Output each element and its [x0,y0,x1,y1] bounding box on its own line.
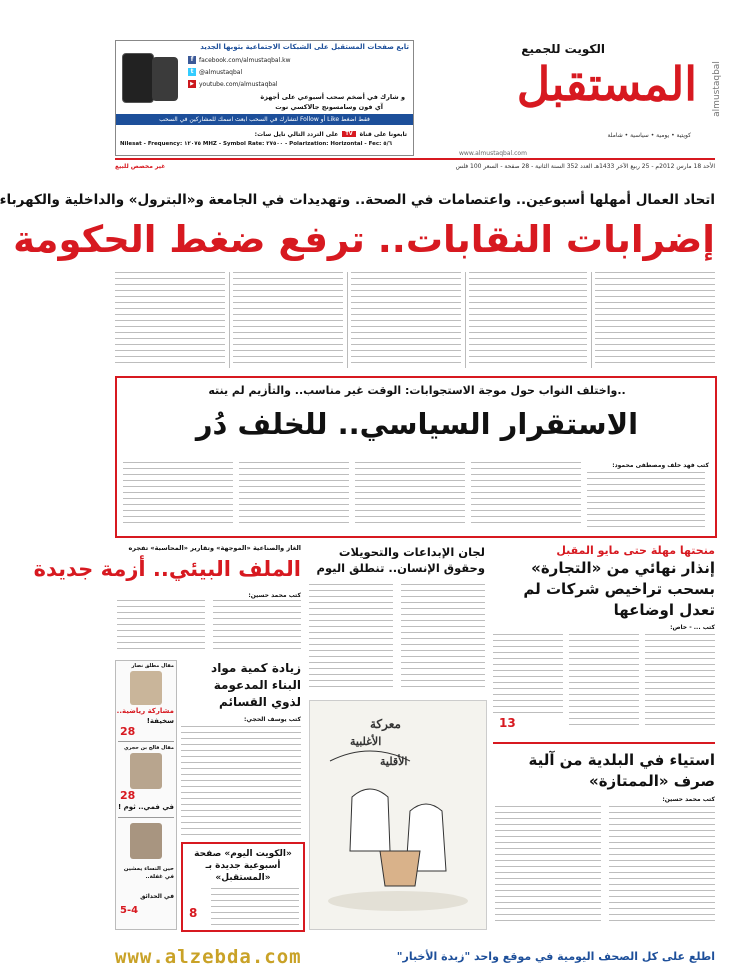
middle-article [309,544,485,698]
right-body-3 [493,634,563,714]
footer-site[interactable]: www.alzebda.com [115,946,302,968]
municipal-body-2 [495,806,601,926]
sidebar-item-2-title[interactable]: في فمي.. ثوم ! [118,803,174,811]
cartoon-figures [310,701,486,929]
sidebar-item-2-page: 28 [120,789,136,802]
avatar-2 [130,753,162,789]
tv-label: تابعونا على قناة [359,130,407,138]
cartoon [309,700,487,930]
municipal-headline: استياء في البلدية من آلية صرف «الممتازة» [528,751,715,790]
twitter-row[interactable] [188,67,338,77]
middle-body-1 [401,584,485,690]
tv-logo: TV [342,131,355,137]
promo-note-2: آي فون وسامسونج جالاكسي نوت [275,103,383,111]
right-article [493,544,715,734]
sidebar-item-3-sub[interactable]: في الحدائق [140,893,174,900]
main-body-col-1 [115,272,225,368]
footer [99,940,731,977]
main-body-col-3 [351,272,461,368]
left-byline: كتب محمد حسين: [248,592,301,599]
middle-body-2 [309,584,393,690]
right-body-1 [645,634,715,730]
facebook-row[interactable] [188,55,338,65]
dateline: الأحد 18 مارس 2012م - 25 ربيع الآخر 1433هـ العدد 352 السنة الثانية - 28 صفحة - السعر 100 فلس [455,163,715,170]
second-body-col-1 [123,462,233,528]
facebook-link[interactable]: facebook.com/almustaqbal.kw [199,56,291,64]
main-body-col-4 [469,272,587,368]
right-headline: إنذار نهائي من «التجارة» بسحب تراخيص شركات لم تعدل اوضاعها [523,559,715,619]
freq-label: على التردد التالي نايل سات: [254,130,339,138]
price-label: غير مخصص للبيع [115,163,166,170]
sidebar [115,660,177,930]
youtube-icon: ▶ [188,80,196,88]
left-kicker: الغاز والصناعية «الموجهة» وتقارير «المحاسبة» تفجره [128,544,301,552]
promo-headline: تابع صفحات المستقبل على الشبكات الاجتماعية بثوبها الجديد [200,43,409,51]
masthead [421,40,723,154]
left-body-1 [213,600,301,654]
second-headline: الاستقرار السياسي.. للخلف دُر [195,407,639,441]
logo-latin: almustaqbal [712,61,723,117]
tagline: الكويت للجميع [521,42,605,56]
twitter-icon: t [188,68,196,76]
second-kicker: ..واختلف النواب حول موجة الاستجوابات: الوقت غير مناسب.. والتأزيم لم ينته [208,384,626,397]
building-article [181,660,301,840]
main-kicker: اتحاد العمال أمهلها أسبوعين.. واعتصامات في الصحة.. وتهديدات في الجامعة و«البترول» والداخلية والكهرباء [0,192,715,208]
right-kicker: منحتها مهلة حتى مايو المقبل [556,544,715,557]
building-byline: كتب يوسف الحجي: [244,716,301,723]
middle-headline: لجان الإبداعات والتحويلات وحقوق الإنسان.. تنطلق اليوم [316,545,485,575]
main-headline: إضرابات النقابات.. ترفع ضغط الحكومة [13,218,715,261]
right-body-2 [569,634,639,730]
cartoon-caption-a: الأغلبية [350,735,382,748]
main-body-col-5 [595,272,715,368]
sidebar-item-3-title[interactable]: حين النساء يمشين في غفلة.. [123,866,174,880]
avatar-3 [130,823,162,859]
sidebar-item-2-label: مقال فالح بن حجري [123,745,174,751]
phone-image-2 [152,57,178,101]
avatar-1 [130,671,162,705]
dateline-rule [115,158,715,160]
second-body-col-4 [471,462,581,528]
cartoon-caption-top: معركة [370,717,401,731]
logo: المستقبل [516,57,697,111]
sidebar-item-1-label: مقال مطلق نصار [131,663,174,669]
building-body [181,726,301,836]
right-page-ref: 13 [499,716,516,730]
municipal-body-1 [609,806,715,926]
left-body-2 [117,600,205,654]
tv-row [127,129,407,139]
municipal-article [493,742,715,930]
second-story-box [115,376,717,538]
weekly-box [181,842,305,932]
second-body-col-2 [239,462,349,528]
subtitle: كويتية • يومية • سياسية • شاملة [607,132,691,139]
weekly-page-ref: 8 [189,906,198,920]
sidebar-item-3-page: 5-4 [120,905,139,916]
left-headline: الملف البيئي.. أزمة جديدة [33,557,301,581]
frequency-line: Nilesat - Frequency: ١٢٠٧٥ MHZ - Symbol Rate: ٢٧٥٠٠ - Polarization: Horizontal - Fec: ٥/٦ [120,141,392,147]
municipal-byline: كتب محمد حسين: [662,796,715,803]
right-byline: كتب ... - خاص: [670,624,715,631]
promo-note-1: و شارك في أضخم سحب أسبوعي على أجهزة [260,93,405,101]
sidebar-item-1-page: 28 [120,725,136,738]
second-body-col-3 [355,462,465,528]
phone-image [122,53,154,103]
facebook-icon: f [188,56,196,64]
left-article [33,544,301,654]
weekly-headline: «الكويت اليوم» صفحة أسبوعية جديدة بـ «المستقبل» [194,849,292,883]
sidebar-item-1-sub[interactable]: سخيفة! [146,717,174,725]
second-body-col-5 [587,472,705,528]
cartoon-caption-b: الأقلية [380,755,408,768]
footer-text: اطلع على كل الصحف اليومية في موقع واحد "زبدة الأخبار" [396,950,715,963]
youtube-row[interactable] [188,79,338,89]
promo-banner: فقط اضغط Like أو Follow لتشارك في السحب ابعث اسمك للمشاركين في السحب [116,114,413,125]
twitter-link[interactable]: @almustaqbal [199,68,243,76]
weekly-body [211,888,299,926]
second-byline: كتب فهد خلف ومصطفى محمود: [612,462,709,469]
promo-box [115,40,414,156]
sidebar-item-1-title[interactable]: مشاركة رياضية.. [116,707,174,715]
website-label[interactable]: www.almustaqbal.com [459,150,527,157]
youtube-link[interactable]: youtube.com/almustaqbal [199,80,278,88]
building-headline: زيادة كمية مواد البناء المدعومة لذوي القسائم [211,661,301,709]
main-body-col-2 [233,272,343,368]
